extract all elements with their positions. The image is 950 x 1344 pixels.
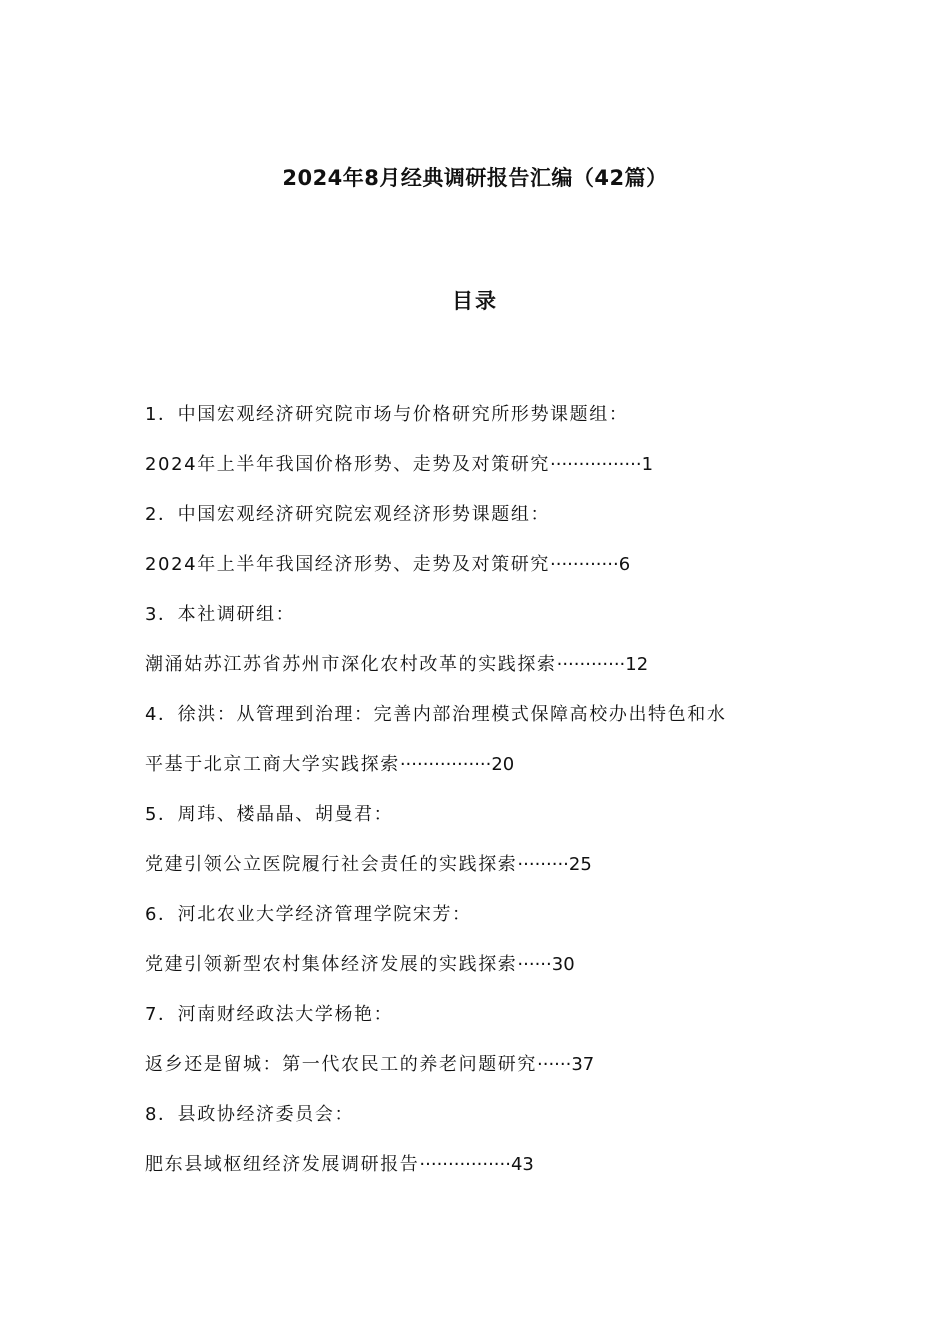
- toc-entry-author-line: [145, 1096, 825, 1146]
- toc-list: [145, 396, 825, 1196]
- toc-entry-title-line: [145, 546, 825, 596]
- toc-entry-2[interactable]: [145, 496, 825, 596]
- toc-entry-number: 1．: [145, 404, 178, 425]
- toc-entry-number: 6．: [145, 904, 178, 925]
- toc-entry-author-line: [145, 596, 825, 646]
- toc-entry-author: 河北农业大学经济管理学院宋芳：: [177, 904, 472, 925]
- toc-entry-number: 8．: [145, 1104, 178, 1125]
- toc-leader-dots: ············: [556, 654, 626, 675]
- toc-leader-dots: ················: [399, 754, 492, 775]
- toc-entry-5[interactable]: [145, 796, 825, 896]
- toc-entry-title: 平基于北京工商大学实践探索: [145, 754, 400, 775]
- toc-entry-title-line: [145, 746, 825, 796]
- toc-entry-number: 4．: [145, 704, 178, 725]
- toc-entry-6[interactable]: [145, 896, 825, 996]
- toc-entry-author: 周玮、楼晶晶、胡曼君：: [177, 804, 394, 825]
- toc-leader-dots: ············: [550, 554, 619, 575]
- toc-entry-number: 7．: [145, 1004, 178, 1025]
- toc-entry-title: 党建引领公立医院履行社会责任的实践探索: [145, 854, 518, 875]
- toc-entry-author-line: [145, 896, 825, 946]
- toc-entry-author-line: [145, 496, 825, 546]
- toc-page-number: 37: [571, 1054, 595, 1075]
- toc-entry-title: 潮涌姑苏江苏省苏州市深化农村改革的实践探索: [145, 654, 557, 675]
- toc-entry-author: 中国宏观经济研究院宏观经济形势课题组：: [177, 504, 551, 525]
- toc-entry-title-line: [145, 946, 825, 996]
- toc-entry-number: 2．: [145, 504, 178, 525]
- toc-page-number: 12: [625, 654, 649, 675]
- toc-entry-author-line: [145, 996, 825, 1046]
- toc-entry-author: 县政协经济委员会：: [177, 1104, 355, 1125]
- toc-leader-dots: ······: [537, 1054, 572, 1075]
- toc-entry-title: 2024年上半年我国价格形势、走势及对策研究: [145, 454, 551, 475]
- toc-entry-title: 2024年上半年我国经济形势、走势及对策研究: [145, 554, 551, 575]
- toc-page-number: 30: [551, 954, 575, 975]
- toc-entry-title-line: [145, 1146, 825, 1196]
- toc-entry-3[interactable]: [145, 596, 825, 696]
- toc-entry-author-line: [145, 396, 825, 446]
- toc-entry-8[interactable]: [145, 1096, 825, 1196]
- toc-entry-title-line: [145, 846, 825, 896]
- toc-entry-title: 返乡还是留城：第一代农民工的养老问题研究: [145, 1054, 537, 1075]
- document-title: 2024年8月经典调研报告汇编（42篇）: [282, 166, 668, 190]
- toc-entry-author-line: [145, 796, 825, 846]
- toc-leader-dots: ·········: [517, 854, 569, 875]
- toc-entry-author: 本社调研组：: [177, 604, 296, 625]
- toc-entry-number: 5．: [145, 804, 178, 825]
- toc-page-number: 6: [618, 554, 631, 575]
- toc-page-number: 20: [491, 754, 515, 775]
- toc-leader-dots: ················: [550, 454, 642, 475]
- toc-page-number: 1: [641, 454, 654, 475]
- toc-entry-1[interactable]: [145, 396, 825, 496]
- toc-entry-title-line: [145, 646, 825, 696]
- toc-entry-author: 河南财经政法大学杨艳：: [177, 1004, 394, 1025]
- toc-leader-dots: ······: [517, 954, 552, 975]
- toc-page-number: 25: [568, 854, 592, 875]
- toc-heading: 目录: [452, 289, 498, 313]
- toc-entry-author: 徐洪：从管理到治理：完善内部治理模式保障高校办出特色和水: [177, 704, 727, 725]
- toc-entry-number: 3．: [145, 604, 178, 625]
- toc-entry-7[interactable]: [145, 996, 825, 1096]
- toc-leader-dots: ················: [419, 1154, 511, 1175]
- toc-entry-4[interactable]: [145, 696, 825, 796]
- toc-entry-title-line: [145, 1046, 825, 1096]
- toc-entry-author-line: [145, 696, 825, 746]
- toc-entry-title: 肥东县域枢纽经济发展调研报告: [145, 1154, 420, 1175]
- toc-page-number: 43: [510, 1154, 534, 1175]
- toc-entry-title-line: [145, 446, 825, 496]
- toc-entry-author: 中国宏观经济研究院市场与价格研究所形势课题组：: [177, 404, 629, 425]
- toc-entry-title: 党建引领新型农村集体经济发展的实践探索: [145, 954, 518, 975]
